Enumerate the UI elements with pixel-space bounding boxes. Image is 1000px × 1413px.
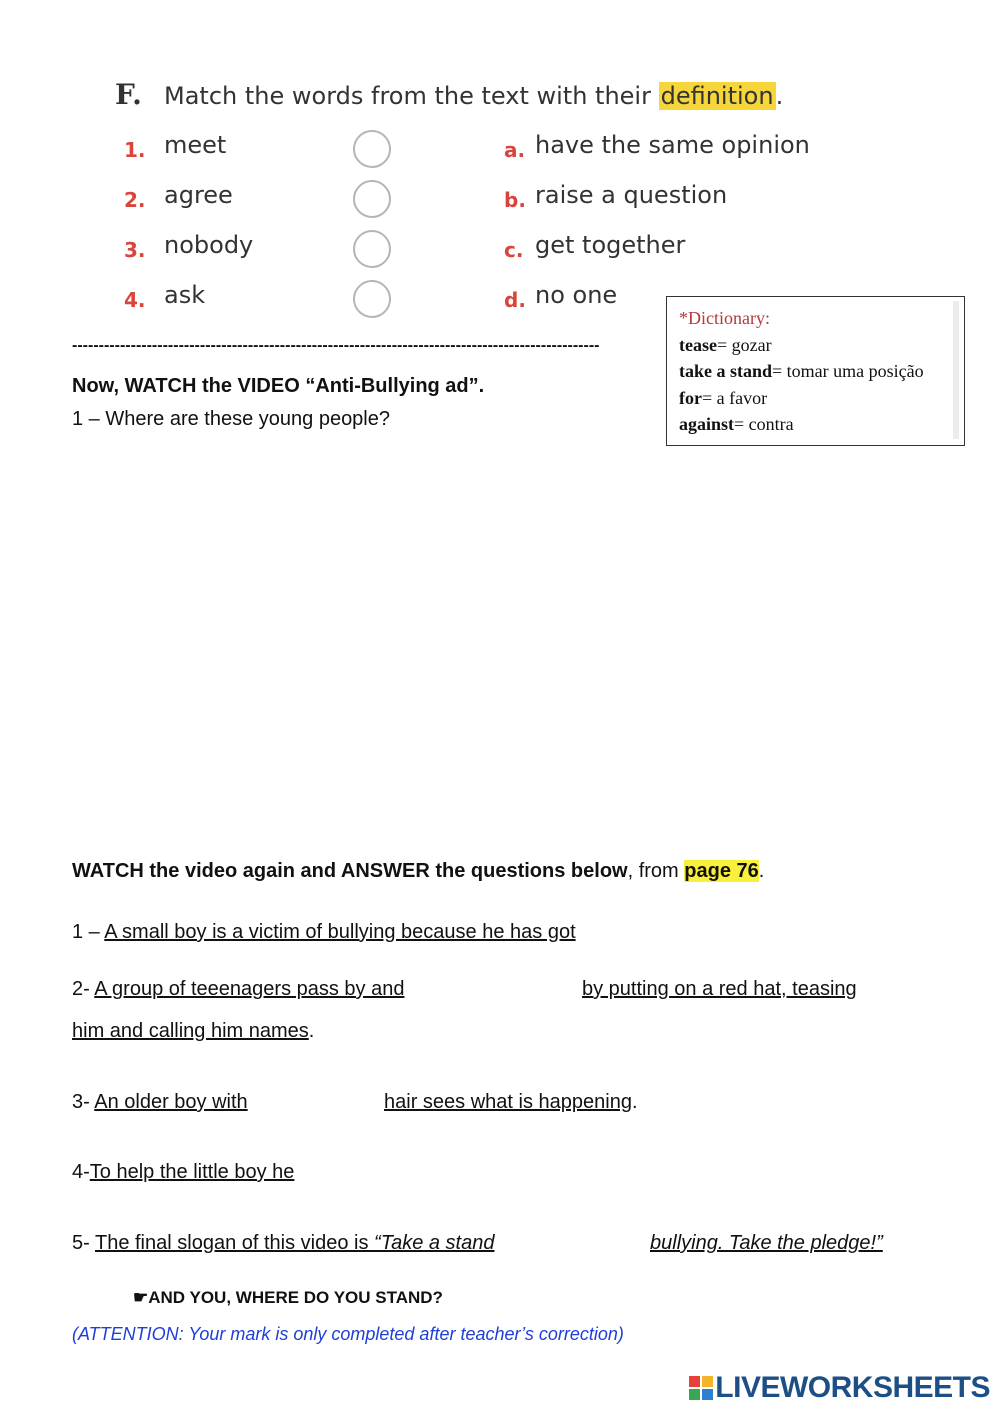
dictionary-entry: for= a favor [679, 387, 768, 408]
word-4: ask [164, 281, 206, 309]
dictionary-entry: take a stand= tomar uma posição [679, 361, 924, 381]
question-5-part-1: 5- The final slogan of this video is “Take a stand [72, 1232, 495, 1254]
highlighted-word: definition [660, 82, 774, 110]
definition-c: get together [535, 231, 686, 259]
stand-question: ☛AND YOU, WHERE DO YOU STAND? [133, 1288, 443, 1307]
definition-letter-c: c. [504, 238, 524, 262]
exercise-instruction: Match the words from the text with their definition. [164, 82, 784, 110]
word-number-2: 2. [124, 188, 146, 212]
dictionary-box [666, 296, 965, 446]
dictionary-title: *Dictionary: [679, 308, 770, 328]
question-3-part-2: hair sees what is happening. [384, 1091, 638, 1113]
definition-b: raise a question [535, 181, 728, 209]
answer-area[interactable] [72, 440, 952, 820]
answer-blank-1[interactable] [670, 915, 900, 945]
definition-a: have the same opinion [535, 131, 810, 159]
definition-letter-b: b. [504, 188, 526, 212]
answer-circle-4[interactable] [353, 280, 391, 318]
question-1: 1 – A small boy is a victim of bullying because he has got [72, 921, 576, 943]
exercise-letter: F. [115, 78, 142, 111]
answer-circle-1[interactable] [353, 130, 391, 168]
dictionary-entry: tease= gozar [679, 334, 772, 355]
answer-blank-3[interactable] [283, 1085, 380, 1115]
question-3-part-1: 3- An older boy with [72, 1091, 248, 1113]
answer-heading: WATCH the video again and ANSWER the questions below, from page 76. [72, 860, 765, 882]
answer-circle-2[interactable] [353, 180, 391, 218]
answer-blank-5[interactable] [576, 1226, 646, 1256]
word-2: agree [164, 181, 233, 209]
video-question-1: 1 – Where are these young people? [72, 408, 390, 430]
answer-circle-3[interactable] [353, 230, 391, 268]
question-5-part-2: bullying. Take the pledge!” [650, 1232, 883, 1254]
word-number-1: 1. [124, 138, 146, 162]
liveworksheets-logo: LIVEWORKSHEETS [689, 1371, 990, 1405]
question-2-line-2: him and calling him names. [72, 1020, 315, 1042]
dashed-divider: --------------------------------------------------------------------------------------------------- [72, 340, 600, 352]
attention-note: (ATTENTION: Your mark is only completed after teacher’s correction) [72, 1324, 624, 1344]
answer-blank-4[interactable] [340, 1155, 700, 1185]
definition-d: no one [535, 281, 618, 309]
pointing-hand-icon: ☛ [133, 1288, 149, 1307]
definition-letter-d: d. [504, 288, 526, 312]
page-reference: page 76 [684, 860, 759, 882]
answer-blank-2[interactable] [468, 972, 578, 1002]
word-3: nobody [164, 231, 254, 259]
video-heading: Now, WATCH the VIDEO “Anti-Bullying ad”. [72, 375, 485, 397]
liveworksheets-logo-icon [689, 1376, 713, 1400]
word-1: meet [164, 131, 227, 159]
question-4: 4-To help the little boy he [72, 1161, 295, 1183]
question-2-part-2: by putting on a red hat, teasing [582, 978, 857, 1000]
definition-letter-a: a. [504, 138, 526, 162]
word-number-4: 4. [124, 288, 146, 312]
question-2-part-1: 2- A group of teeenagers pass by and [72, 978, 405, 1000]
word-number-3: 3. [124, 238, 146, 262]
dictionary-entry: against= contra [679, 414, 794, 434]
